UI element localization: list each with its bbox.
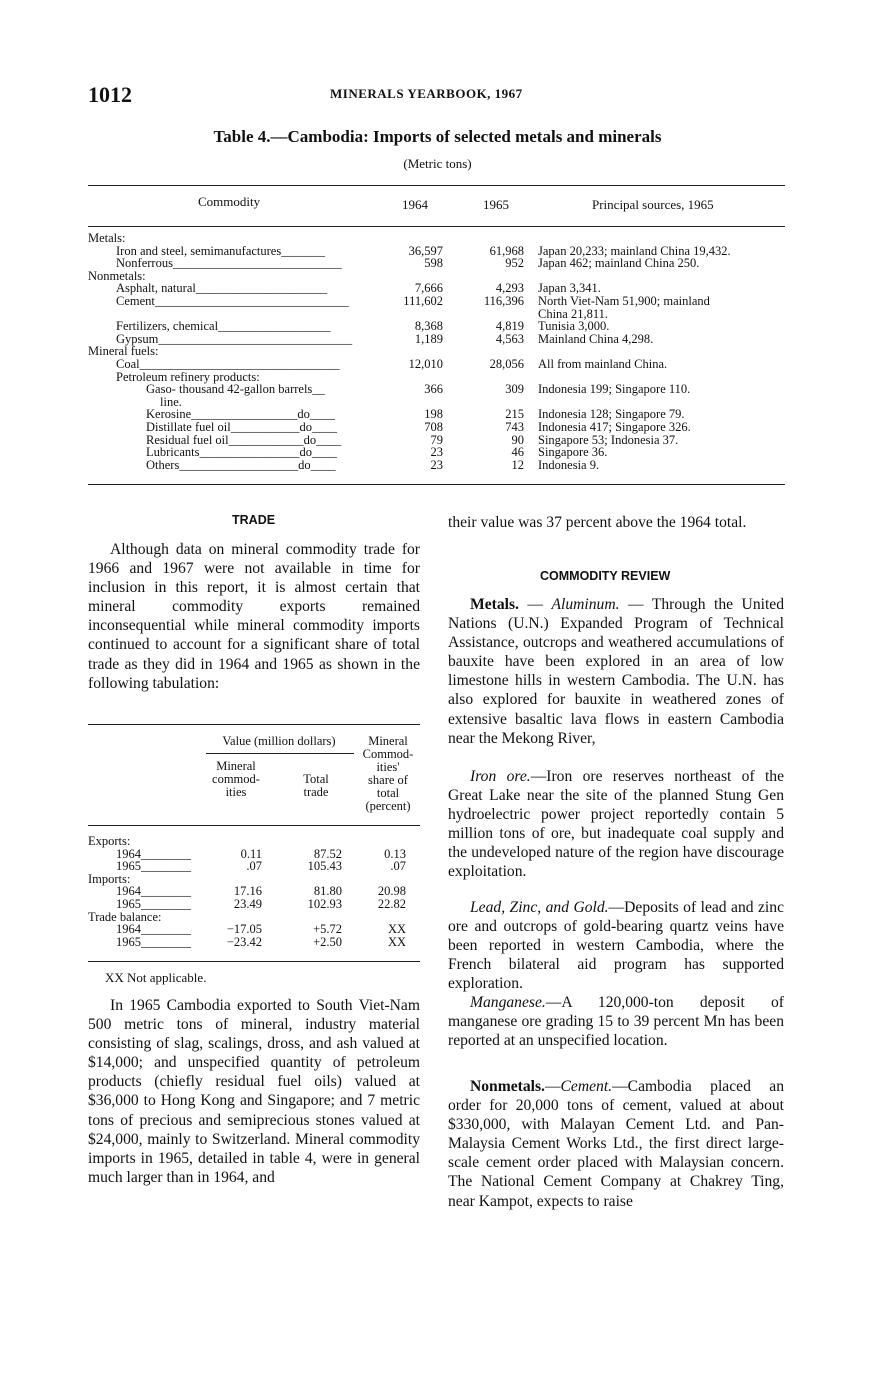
- value-1964: 598: [424, 256, 443, 271]
- row-label: Fertilizers, chemical__________________: [116, 319, 331, 334]
- table-row: [88, 383, 788, 396]
- value-table: [88, 834, 420, 947]
- row-label: 1964________: [116, 922, 191, 937]
- table-row: [88, 295, 788, 308]
- principal-sources: Japan 3,341.: [538, 281, 601, 296]
- principal-sources: Indonesia 9.: [538, 457, 600, 472]
- value-1965: 28,056: [489, 356, 524, 371]
- table-row: [88, 884, 420, 897]
- principal-sources: All from mainland China.: [538, 356, 668, 371]
- row-label: Imports:: [88, 871, 131, 886]
- lead-zinc-paragraph: [448, 898, 784, 993]
- table-row: [88, 333, 788, 346]
- mineral-commodities-value: −23.42: [226, 934, 262, 949]
- share-percent: .07: [390, 859, 406, 874]
- principal-sources: Mainland China 4,298.: [538, 331, 654, 346]
- principal-sources: Tunisia 3,000.: [538, 319, 610, 334]
- cement-text: —Cambodia placed an order for 20,000 tons of cement, valued at about $330,000, with Malayan Cement Ltd. and Pan-Malaysia Cement Works Ltd., the first direct large-scale cement order placed with Malaysian concern. The National Cement Company at Chakrey Ting, near Kampot, expects to raise: [448, 1078, 784, 1210]
- lead-zinc-lead: Lead, Zinc, and Gold.: [470, 899, 609, 916]
- value-1964: 366: [424, 382, 443, 397]
- table-row: [88, 935, 420, 948]
- col-header-1964: 1964: [402, 197, 428, 212]
- value-col2-header: Total trade: [303, 772, 329, 799]
- row-label: Gypsum_______________________________: [116, 331, 353, 346]
- page-number: 1012: [88, 82, 132, 107]
- value-1964: 1,189: [414, 331, 443, 346]
- iron-lead: Iron ore.: [470, 768, 531, 785]
- col-header-commodity: Commodity: [198, 194, 261, 209]
- table-row: [88, 459, 788, 472]
- table-row: [88, 910, 420, 923]
- row-label: line.: [160, 394, 182, 409]
- table-row: [88, 872, 420, 885]
- value-group-rule: [206, 753, 354, 754]
- cement-lead: Cement.: [560, 1078, 613, 1095]
- manganese-lead: Manganese.: [470, 994, 546, 1011]
- value-1964: 198: [424, 407, 443, 422]
- total-trade-value: 105.43: [307, 859, 342, 874]
- table-row: [88, 257, 788, 270]
- value-1965: 12: [511, 457, 524, 472]
- total-trade-value: 87.52: [313, 846, 342, 861]
- value-1964: 12,010: [408, 356, 443, 371]
- value-1965: 4,563: [495, 331, 524, 346]
- principal-sources: Singapore 53; Indonesia 37.: [538, 432, 679, 447]
- row-label: Distillate fuel oil___________do____: [146, 419, 337, 434]
- value-1964: 23: [430, 457, 443, 472]
- share-percent: 20.98: [377, 884, 406, 899]
- commodity-review-heading: COMMODITY REVIEW: [540, 569, 671, 583]
- principal-sources: North Viet-Nam 51,900; mainland: [538, 293, 710, 308]
- row-label: Metals:: [88, 231, 126, 245]
- row-label: Nonferrous___________________________: [116, 256, 342, 271]
- row-label: 1964________: [116, 884, 191, 899]
- total-trade-value: 81.80: [313, 884, 342, 899]
- row-label: Exports:: [88, 834, 131, 848]
- principal-sources: Indonesia 199; Singapore 110.: [538, 382, 691, 397]
- nonmetals-lead: Nonmetals.: [470, 1078, 545, 1095]
- row-label: Petroleum refinery products:: [116, 369, 260, 384]
- share-percent: XX: [387, 922, 406, 937]
- value-1965: 743: [505, 419, 524, 434]
- table-header-rule: [88, 226, 785, 227]
- table-row: [88, 847, 420, 860]
- iron-paragraph: [448, 767, 784, 882]
- running-head: MINERALS YEARBOOK, 1967: [330, 86, 523, 101]
- value-1964: 23: [430, 445, 443, 460]
- value-table-header-rule: [88, 825, 420, 826]
- mineral-commodities-value: 17.16: [233, 884, 262, 899]
- row-label: Gaso- thousand 42-gallon barrels__: [146, 382, 325, 397]
- mineral-commodities-value: .07: [246, 859, 262, 874]
- value-group-header: Value (million dollars): [222, 734, 336, 748]
- table-row: [88, 859, 420, 872]
- row-label: Nonmetals:: [88, 268, 146, 283]
- trade-paragraph: Although data on mineral commodity trade for 1966 and 1967 were not available in time for inclusion in this report, it is almost certain that mineral commodity exports remained inconsequential while mineral commodity imports continued to account for a significant share of total trade as they did in 1964 and 1965 as shown in the following tabulation:: [88, 541, 420, 692]
- col-header-1965: 1965: [483, 197, 509, 212]
- metals-lead: Metals.: [470, 596, 519, 613]
- table-subtitle: (Metric tons): [403, 156, 472, 171]
- value-table-bottom-rule: [88, 961, 420, 962]
- principal-sources: Indonesia 128; Singapore 79.: [538, 407, 685, 422]
- value-table-top-rule: [88, 724, 420, 725]
- value-1965: 309: [505, 382, 524, 397]
- table-note: XX Not applicable.: [105, 970, 207, 985]
- manganese-paragraph: [448, 993, 784, 1050]
- row-label: 1965________: [116, 934, 191, 949]
- value-1964: 111,602: [403, 293, 443, 308]
- row-label: Asphalt, natural_____________________: [116, 281, 328, 296]
- row-label: Kerosine_________________do____: [146, 407, 335, 422]
- row-label: 1964________: [116, 846, 191, 861]
- value-1965: 4,819: [495, 319, 524, 334]
- lead-zinc-text: —Deposits of lead and zinc ore and outcrops of gold-bearing quartz veins have been reported in western Cambodia, where the French bilateral aid program has supported exploration.: [448, 899, 784, 993]
- value-col3-header: Mineral Commod- ities' share of total (percent): [362, 734, 414, 813]
- value-1965: 116,396: [483, 293, 524, 308]
- aluminum-text: — Through the United Nations (U.N.) Expanded Program of Technical Assistance, outcrops and weathered accumulations of bauxite have been explored in an area of low limestone hills in western Cambodia. The U.N. has also explored for bauxite in weathered zones of extensive basaltic lava flows in eastern Cambodia near the Mekong River,: [448, 596, 784, 747]
- row-label: 1965________: [116, 859, 191, 874]
- principal-sources: Indonesia 417; Singapore 326.: [538, 419, 691, 434]
- table-bottom-rule: [88, 484, 785, 485]
- mineral-commodities-value: 23.49: [233, 896, 262, 911]
- table-row: [88, 834, 420, 847]
- table-top-rule: [88, 185, 785, 186]
- value-1965: 46: [511, 445, 524, 460]
- imports-table: [88, 232, 788, 471]
- value-1964: 79: [430, 432, 443, 447]
- value-1964: 8,368: [414, 319, 443, 334]
- mineral-commodities-value: −17.05: [226, 922, 262, 937]
- col-header-sources: Principal sources, 1965: [592, 197, 714, 212]
- value-col1-header: Mineral commod- ities: [212, 759, 260, 799]
- share-percent: 0.13: [384, 846, 406, 861]
- principal-sources: Japan 20,233; mainland China 19,432.: [538, 243, 731, 258]
- principal-sources: Singapore 36.: [538, 445, 608, 460]
- row-label: Coal________________________________: [116, 356, 340, 371]
- value-1965: 215: [505, 407, 524, 422]
- trade-heading: TRADE: [232, 513, 276, 527]
- row-label: Lubricants________________do____: [146, 445, 337, 460]
- row-label: Trade balance:: [88, 909, 162, 924]
- table-row: [88, 897, 420, 910]
- total-trade-value: +5.72: [313, 922, 342, 937]
- iron-text: —Iron ore reserves northeast of the Great Lake near the site of the planned Stung Gen hydroelectric power project reportedly contain 5 million tons of ore, but inadequate coal supply and the undeveloped nature of the region have discourage exploitation.: [448, 768, 785, 881]
- total-trade-value: +2.50: [313, 934, 342, 949]
- aluminum-paragraph: Metals. — Aluminum. — Through the United Nations (U.N.) Expanded Program of Technical Assistance, outcrops and weathered accumulations of bauxite have been explored in an area of low limestone hills in western Cambodia. The U.N. has also explored for bauxite in weathered zones of extensive basaltic lava flows in eastern Cambodia near the Mekong River,: [448, 596, 784, 747]
- principal-sources: China 21,811.: [538, 306, 609, 321]
- total-trade-value: 102.93: [307, 896, 342, 911]
- manganese-text: —A 120,000-ton deposit of manganese ore grading 15 to 39 percent Mn has been reported at an unspecified location.: [448, 994, 784, 1050]
- share-percent: 22.82: [377, 896, 406, 911]
- value-1965: 61,968: [489, 243, 524, 258]
- row-label: Mineral fuels:: [88, 344, 159, 359]
- cement-paragraph: Nonmetals.—Cement.—Cambodia placed an order for 20,000 tons of cement, valued at about $330,000, with Malayan Cement Ltd. and Pan-Malaysia Cement Works Ltd., the first direct large-scale cement order placed with Malaysian concern. The National Cement Company at Chakrey Ting, near Kampot, expects to raise: [448, 1078, 784, 1210]
- row-label: 1965________: [116, 896, 191, 911]
- value-1965: 4,293: [495, 281, 524, 296]
- share-percent: XX: [387, 934, 406, 949]
- value-1964: 7,666: [414, 281, 443, 296]
- row-label: Iron and steel, semimanufactures_______: [116, 243, 325, 258]
- export-paragraph: In 1965 Cambodia exported to South Viet-Nam 500 metric tons of mineral, industry material consisting of slag, scalings, dross, and ash valued at $14,000; and unspecified quantity of petroleum products (chiefly residual fuel oils) valued at $36,000 to Hong Kong and Singapore; and 7 metric tons of precious and semiprecious stones valued at $24,000, mainly to Switzerland. Mineral commodity imports in 1965, detailed in table 4, were in general much larger than in 1964, and: [88, 997, 420, 1186]
- value-1965: 952: [505, 256, 524, 271]
- row-label: Residual fuel oil____________do____: [146, 432, 342, 447]
- mineral-commodities-value: 0.11: [240, 846, 262, 861]
- row-label: Cement_______________________________: [116, 293, 349, 308]
- value-1964: 708: [424, 419, 443, 434]
- principal-sources: Japan 462; mainland China 250.: [538, 256, 700, 271]
- table-title: Table 4.—Cambodia: Imports of selected metals and minerals: [213, 127, 662, 146]
- continued-paragraph: their value was 37 percent above the 1964 total.: [448, 514, 747, 531]
- aluminum-lead: Aluminum.: [551, 596, 620, 613]
- value-1964: 36,597: [408, 243, 443, 258]
- row-label: Others___________________do____: [146, 457, 336, 472]
- value-1965: 90: [511, 432, 524, 447]
- table-row: [88, 922, 420, 935]
